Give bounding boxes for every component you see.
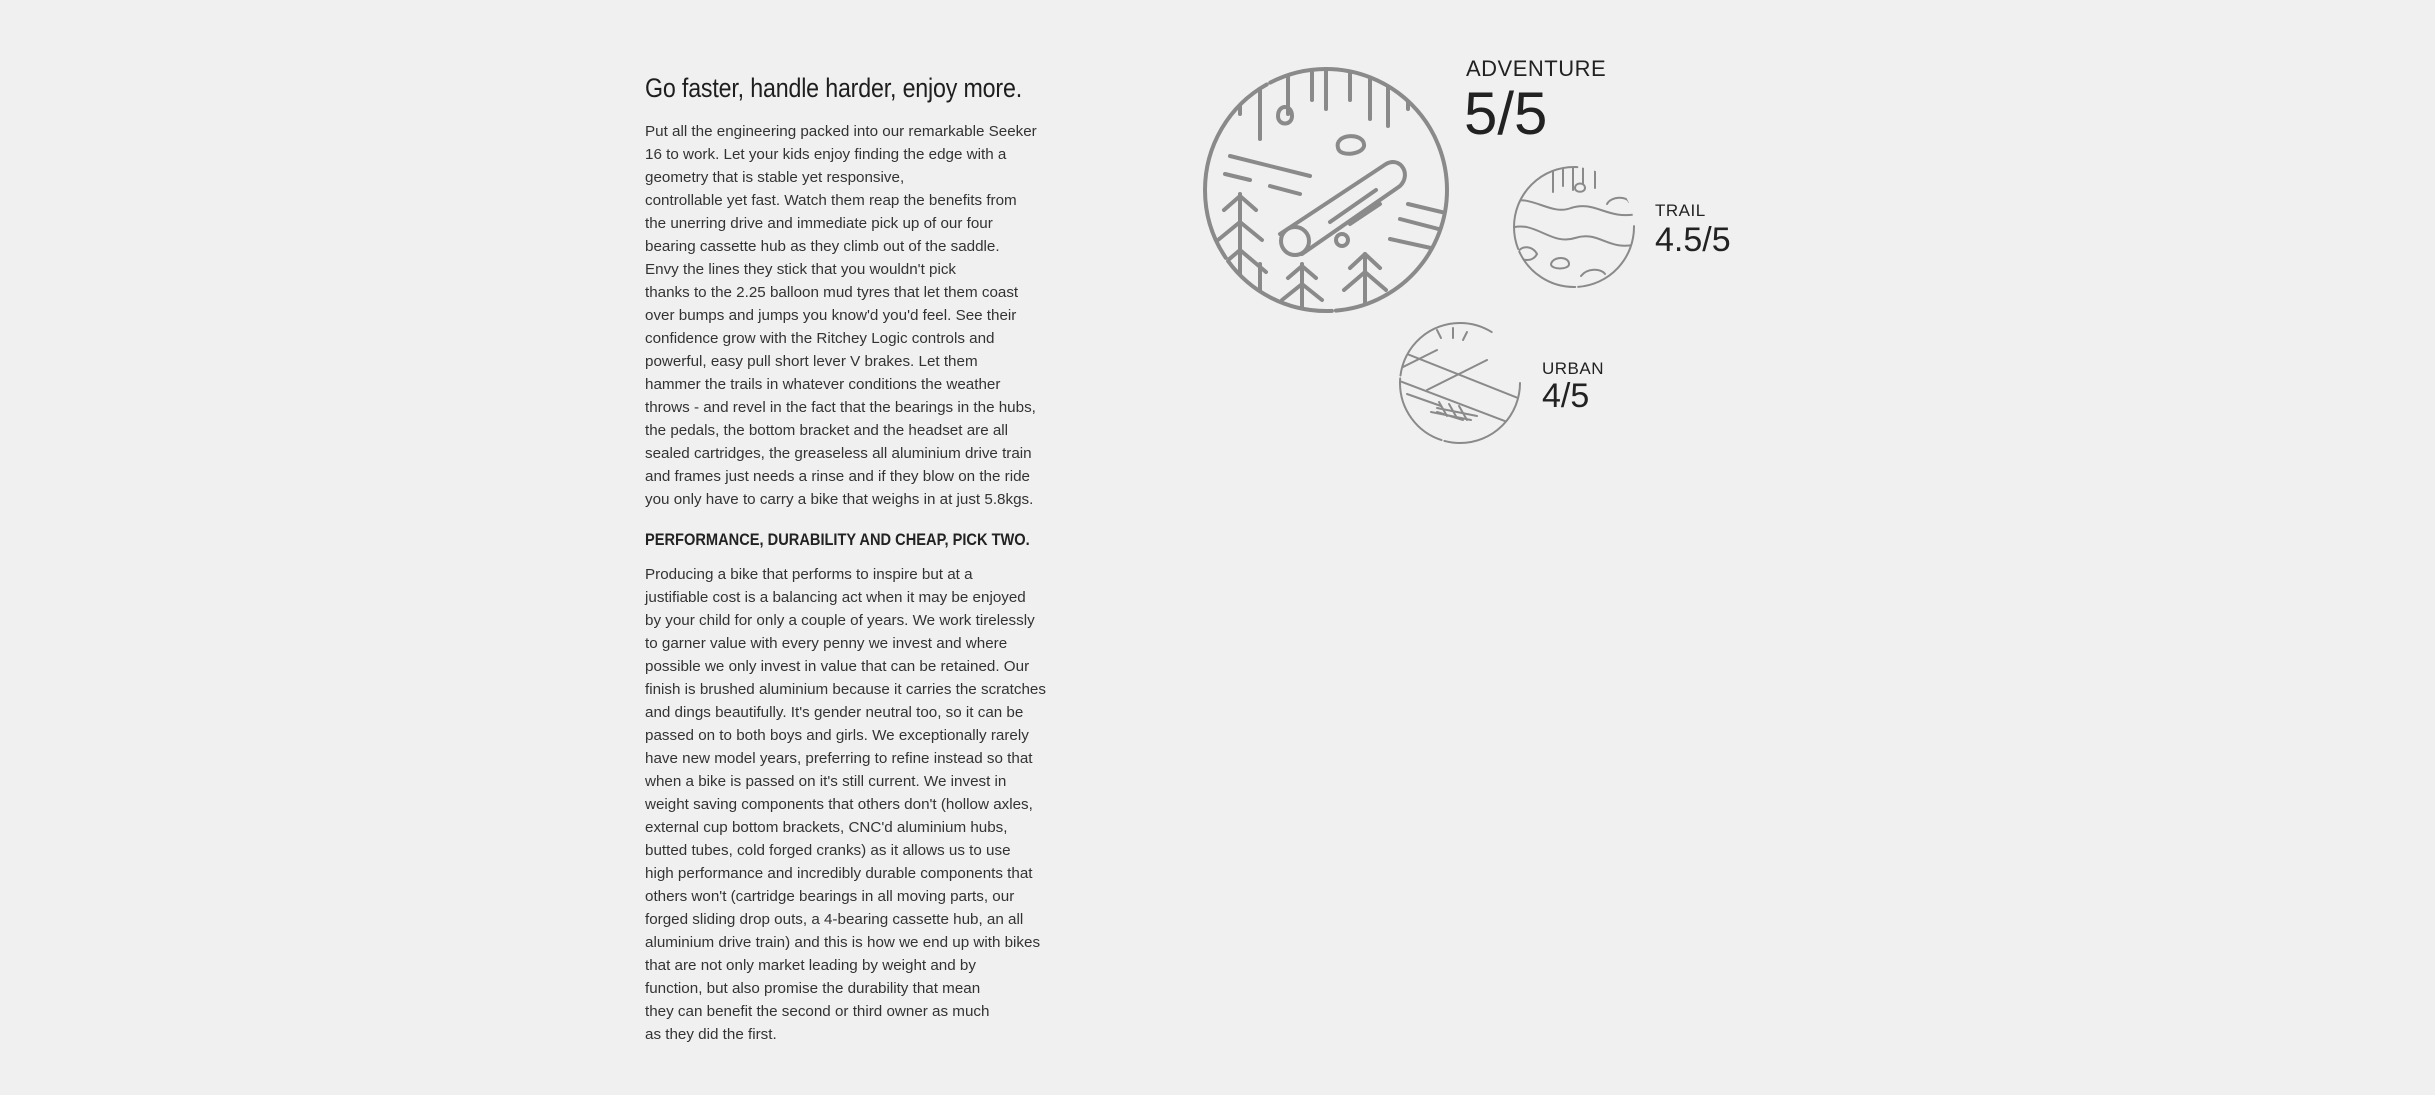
paragraph-line: and frames just needs a rinse and if they blow on the ride: [645, 468, 1030, 485]
paragraph-line: by your child for only a couple of years. We work tirelessly: [645, 612, 1035, 629]
trail-rating-value: 4.5/5: [1655, 221, 1731, 259]
paragraph-line: you only have to carry a bike that weighs in at just 5.8kgs.: [645, 491, 1034, 508]
paragraph-line: hammer the trails in whatever conditions the weather: [645, 376, 1001, 393]
paragraph-line: throws - and revel in the fact that the bearings in the hubs,: [645, 399, 1036, 416]
adventure-forest-icon: [1200, 64, 1452, 316]
paragraph-line: they can benefit the second or third owner as much: [645, 1003, 990, 1020]
paragraph-line: high performance and incredibly durable components that: [645, 865, 1033, 882]
urban-rating-value: 4/5: [1542, 377, 1590, 415]
paragraph-line: to garner value with every penny we invest and where: [645, 635, 1008, 652]
article: [645, 70, 1090, 1046]
paragraph-line: passed on to both boys and girls. We exceptionally rarely: [645, 727, 1029, 744]
paragraph-line: function, but also promise the durability that mean: [645, 980, 981, 997]
article-paragraph-engineering: [645, 120, 1090, 511]
trail-river-icon: [1511, 164, 1637, 290]
paragraph-line: butted tubes, cold forged cranks) as it allows us to use: [645, 842, 1011, 859]
paragraph-line: as they did the first.: [645, 1026, 777, 1043]
paragraph-line: over bumps and jumps you know'd you'd feel. See their: [645, 307, 1017, 324]
paragraph-line: and dings beautifully. It's gender neutral too, so it can be: [645, 704, 1024, 721]
article-headline: Go faster, handle harder, enjoy more.: [645, 73, 1023, 103]
paragraph-line: geometry that is stable yet responsive,: [645, 169, 905, 186]
paragraph-line: finish is brushed aluminium because it carries the scratches: [645, 681, 1046, 698]
paragraph-line: have new model years, preferring to refine instead so that: [645, 750, 1033, 767]
paragraph-line: weight saving components that others don't (hollow axles,: [645, 796, 1033, 813]
urban-rating-label: URBAN: [1542, 359, 1605, 378]
paragraph-line: that are not only market leading by weight and by: [645, 957, 976, 974]
paragraph-line: the unerring drive and immediate pick up of our four: [645, 215, 993, 232]
paragraph-line: powerful, easy pull short lever V brakes. Let them: [645, 353, 978, 370]
paragraph-line: justifiable cost is a balancing act when it may be enjoyed: [645, 589, 1026, 606]
paragraph-line: thanks to the 2.25 balloon mud tyres that let them coast: [645, 284, 1019, 301]
adventure-rating-label: ADVENTURE: [1466, 56, 1607, 81]
paragraph-line: confidence grow with the Ritchey Logic controls and: [645, 330, 995, 347]
paragraph-line: controllable yet fast. Watch them reap the benefits from: [645, 192, 1017, 209]
paragraph-line: 16 to work. Let your kids enjoy finding the edge with a: [645, 146, 1007, 163]
paragraph-line: others won't (cartridge bearings in all moving parts, our: [645, 888, 1015, 905]
urban-road-icon: [1397, 320, 1523, 446]
article-subheading: PERFORMANCE, DURABILITY AND CHEAP, PICK TWO.: [645, 530, 1030, 549]
trail-rating-label: TRAIL: [1655, 201, 1706, 220]
paragraph-line: bearing cassette hub as they climb out of the saddle.: [645, 238, 1000, 255]
paragraph-line: the pedals, the bottom bracket and the headset are all: [645, 422, 1009, 439]
paragraph-line: forged sliding drop outs, a 4-bearing cassette hub, an all: [645, 911, 1024, 928]
paragraph-line: possible we only invest in value that can be retained. Our: [645, 658, 1030, 675]
paragraph-line: Put all the engineering packed into our remarkable Seeker: [645, 123, 1037, 140]
article-paragraph-value: [645, 563, 1090, 1046]
paragraph-line: external cup bottom brackets, CNC'd aluminium hubs,: [645, 819, 1008, 836]
paragraph-line: sealed cartridges, the greaseless all aluminium drive train: [645, 445, 1032, 462]
adventure-rating-value: 5/5: [1464, 80, 1548, 147]
paragraph-line: aluminium drive train) and this is how we end up with bikes: [645, 934, 1041, 951]
paragraph-line: Producing a bike that performs to inspire but at a: [645, 566, 973, 583]
paragraph-line: when a bike is passed on it's still current. We invest in: [645, 773, 1007, 790]
paragraph-line: Envy the lines they stick that you wouldn't pick: [645, 261, 957, 278]
